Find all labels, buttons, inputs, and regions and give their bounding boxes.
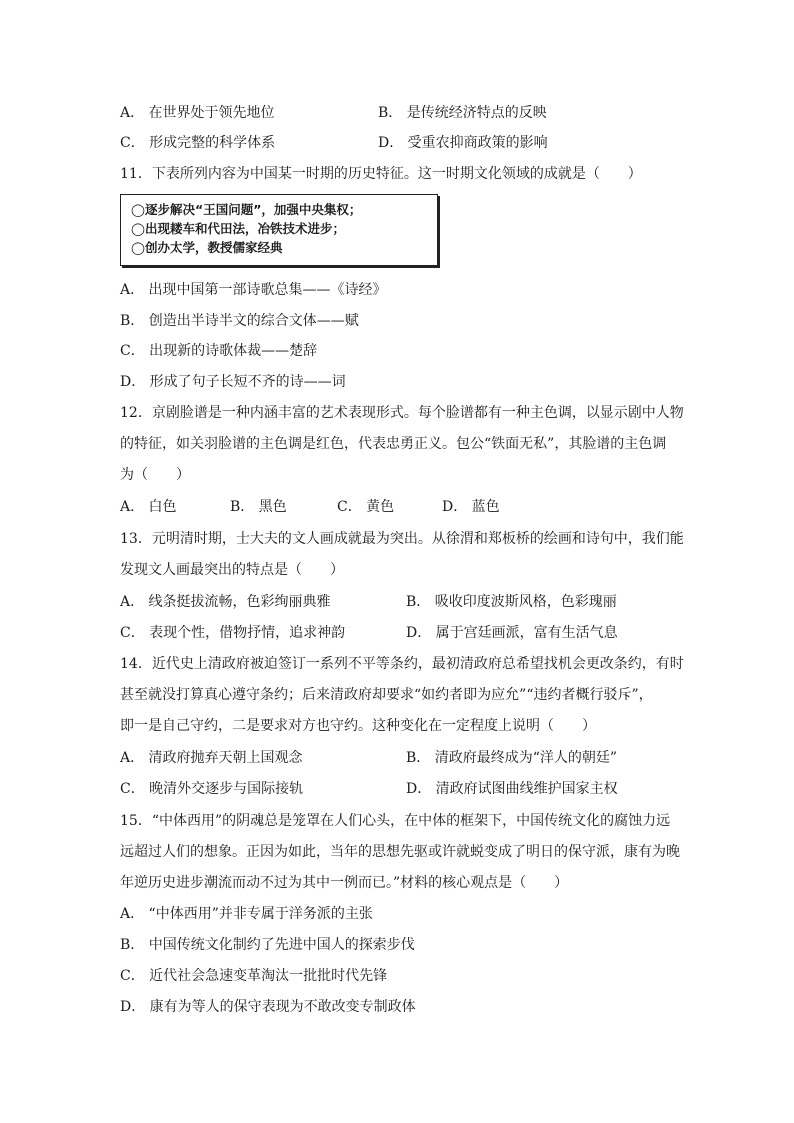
- q12-option-d: D． 蓝色: [442, 499, 500, 515]
- q12-stem-line2: 的特征，如关羽脸谱的主色调是红色，代表忠勇正义。包公“铁面无私”，其脸谱的主色调: [120, 436, 667, 452]
- q11-feature-2: ◯出现耧车和代田法，冶铁技术进步；: [131, 221, 345, 236]
- q14-option-d: D． 清政府试图曲线维护国家主权: [406, 781, 618, 797]
- q12-stem-line1: 12．京剧脸谱是一种内涵丰富的艺术表现形式。每个脸谱都有一种主色调，以显示剧中人物: [120, 405, 684, 421]
- q11-feature-box: [120, 194, 438, 266]
- q15-stem-line2: 远超过人们的想象。正因为如此，当年的思想先驱或许就蜕变成了明日的保守派，康有为晚: [120, 844, 680, 860]
- q11-feature-3: ◯创办太学，教授儒家经典: [131, 240, 283, 255]
- q14-option-a: A． 清政府抛弃天朝上国观念: [120, 750, 303, 766]
- q10-option-b: B． 是传统经济特点的反映: [378, 105, 547, 121]
- q14-stem-line2: 甚至就没打算真心遵守条约；后来清政府却要求“如约者即为应允”“违约者概行驳斥”，: [120, 687, 653, 703]
- q13-option-a: A． 线条挺拔流畅，色彩绚丽典雅: [120, 594, 331, 610]
- q13-stem-line1: 13．元明清时期，士大夫的文人画成就最为突出。从徐渭和郑板桥的绘画和诗句中，我们能: [120, 531, 684, 547]
- q13-option-c: C． 表现个性，借物抒情，追求神韵: [120, 625, 346, 641]
- q13-option-d: D． 属于宫廷画派，富有生活气息: [406, 625, 618, 641]
- q14-stem-line3: 即一是自己守约，二是要求对方也守约。这种变化在一定程度上说明（ ）: [120, 718, 596, 734]
- q14-option-c: C． 晚清外交逐步与国际接轨: [120, 781, 304, 797]
- q13-stem-line2: 发现文人画最突出的特点是（ ）: [120, 562, 344, 578]
- q11-option-b: B． 创造出半诗半文的综合文体——赋: [120, 313, 359, 329]
- q15-option-c: C． 近代社会急速变革淘汰一批批时代先锋: [120, 968, 388, 984]
- q10-option-a: A． 在世界处于领先地位: [120, 105, 275, 121]
- q12-option-b: B． 黑色: [230, 499, 287, 515]
- q14-option-b: B． 清政府最终成为“洋人的朝廷”: [406, 750, 618, 766]
- q12-option-c: C． 黄色: [337, 499, 395, 515]
- q13-option-b: B． 吸收印度波斯风格，色彩瑰丽: [406, 594, 617, 610]
- q10-option-d: D． 受重农抑商政策的影响: [378, 135, 548, 151]
- q11-feature-1: ◯逐步解决“王国问题”，加强中央集权；: [131, 202, 362, 217]
- q14-stem-line1: 14．近代史上清政府被迫签订一系列不平等条约，最初清政府总希望找机会更改条约，有时: [120, 656, 684, 672]
- q10-option-c: C． 形成完整的科学体系: [120, 135, 276, 151]
- q12-stem-line3: 为（ ）: [120, 467, 190, 483]
- q11-stem: 11．下表所列内容为中国某一时期的历史特征。这一时期文化领域的成就是（ ）: [120, 166, 642, 182]
- q15-stem-line3: 年逆历史进步潮流而动不过为其中一例而已。”材料的核心观点是（ ）: [120, 875, 569, 891]
- q15-option-d: D． 康有为等人的保守表现为不敢改变专制政体: [120, 999, 416, 1015]
- q11-option-d: D． 形成了句子长短不齐的诗——词: [120, 374, 346, 390]
- q15-option-a: A． “中体西用”并非专属于洋务派的主张: [120, 906, 373, 922]
- q11-option-c: C． 出现新的诗歌体裁——楚辞: [120, 343, 318, 359]
- q11-option-a: A． 出现中国第一部诗歌总集——《诗经》: [120, 282, 387, 298]
- q15-option-b: B． 中国传统文化制约了先进中国人的探索步伐: [120, 937, 415, 953]
- q12-option-a: A． 白色: [120, 499, 177, 515]
- q15-stem-line1: 15．“中体西用”的阴魂总是笼罩在人们心头，在中体的框架下，中国传统文化的腐蚀力远: [120, 813, 671, 829]
